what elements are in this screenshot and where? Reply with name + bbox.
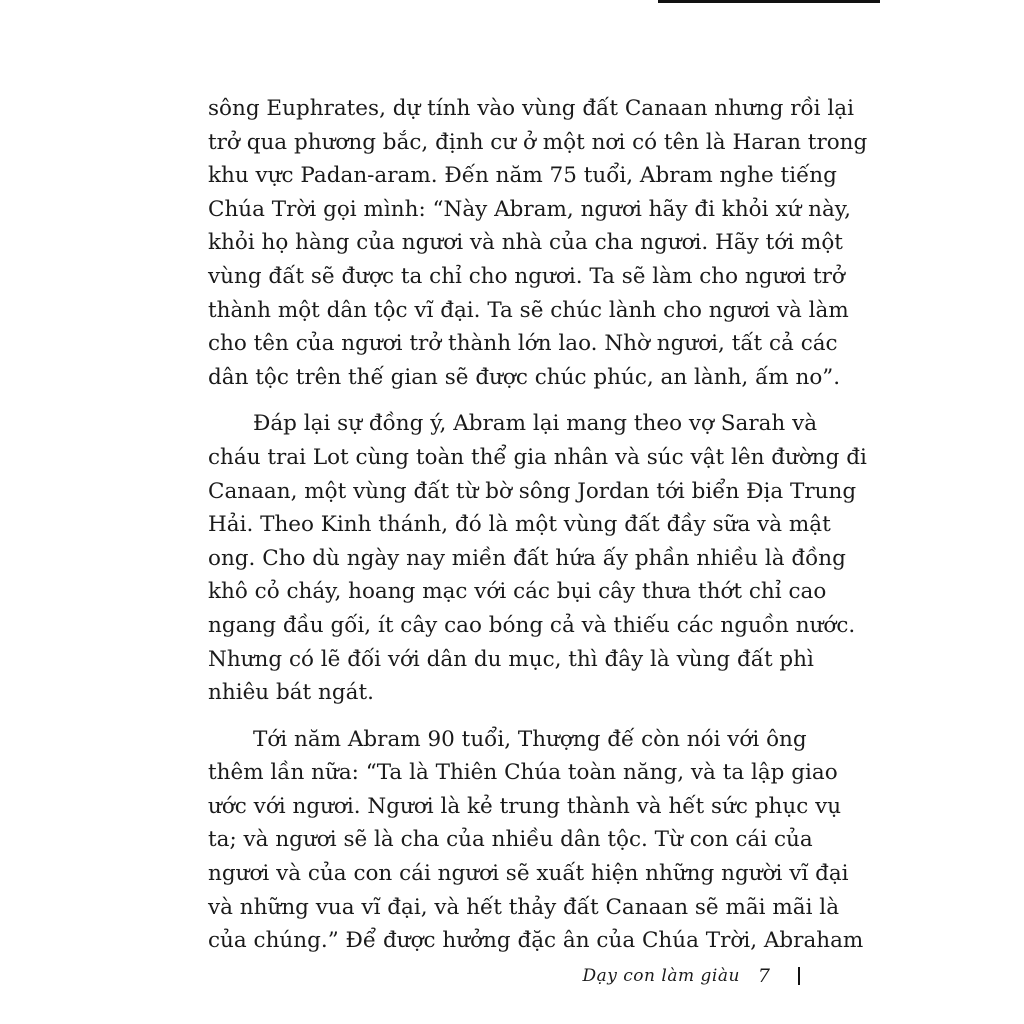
- text-line: khỏi họ hàng của ngươi và nhà của cha ngươi. Hãy tới một: [208, 230, 843, 256]
- running-title: Dạy con làm giàu: [582, 966, 740, 986]
- text-line: ước với ngươi. Ngươi là kẻ trung thành và hết sức phục vụ: [208, 793, 842, 819]
- text-line: vùng đất sẽ được ta chỉ cho ngươi. Ta sẽ làm cho ngươi trở: [208, 263, 845, 289]
- text-line: khô cỏ cháy, hoang mạc với các bụi cây thưa thớt chỉ cao: [208, 579, 827, 605]
- page-footer: [583, 965, 800, 987]
- text-line: Hải. Theo Kinh thánh, đó là một vùng đất đầy sữa và mật: [208, 512, 831, 538]
- text-line: ta; và ngươi sẽ là cha của nhiều dân tộc. Từ con cái của: [208, 827, 813, 853]
- text-line: Chúa Trời gọi mình: “Này Abram, ngươi hãy đi khỏi xứ này,: [208, 196, 851, 222]
- text-line: Canaan, một vùng đất từ bờ sông Jordan tới biển Địa Trung: [208, 478, 857, 504]
- paragraph: [208, 92, 868, 394]
- paragraph: [208, 407, 867, 709]
- text-line: nhiêu bát ngát.: [208, 680, 374, 706]
- text-line: ngươi và của con cái ngươi sẽ xuất hiện những người vĩ đại: [208, 861, 849, 887]
- text-line: dân tộc trên thế gian sẽ được chúc phúc, an lành, ấm no”.: [208, 364, 841, 390]
- text-line: sông Euphrates, dự tính vào vùng đất Canaan nhưng rồi lại: [208, 96, 854, 121]
- text-line: thêm lần nữa: “Ta là Thiên Chúa toàn năng, và ta lập giao: [208, 760, 838, 786]
- footer-divider: [798, 967, 800, 985]
- text-line: khu vực Padan-aram. Đến năm 75 tuổi, Abram nghe tiếng: [208, 163, 837, 189]
- text-line: và những vua vĩ đại, và hết thảy đất Canaan sẽ mãi mãi là: [208, 894, 840, 920]
- text-line: Nhưng có lẽ đối với dân du mục, thì đây là vùng đất phì: [208, 646, 814, 672]
- paragraph-spacer: [208, 394, 800, 407]
- paragraph-spacer: [208, 710, 800, 723]
- text-line: của chúng.” Để được hưởng đặc ân của Chúa Trời, Abraham: [208, 928, 864, 954]
- text-line: cháu trai Lot cùng toàn thể gia nhân và súc vật lên đường đi: [208, 444, 867, 470]
- text-line: trở qua phương bắc, định cư ở một nơi có tên là Haran trong: [208, 129, 868, 155]
- text-line: thành một dân tộc vĩ đại. Ta sẽ chúc lành cho ngươi và làm: [208, 297, 849, 323]
- text-line: Tới năm Abram 90 tuổi, Thượng đế còn nói với ông: [253, 726, 807, 752]
- text-line: ngang đầu gối, ít cây cao bóng cả và thiếu các nguồn nước.: [208, 612, 856, 638]
- paragraph: [208, 723, 864, 958]
- text-line: ong. Cho dù ngày nay miền đất hứa ấy phần nhiều là đồng: [208, 545, 846, 571]
- text-line: cho tên của ngươi trở thành lớn lao. Nhờ ngươi, tất cả các: [208, 331, 838, 357]
- page-body: [208, 92, 868, 958]
- text-line: Đáp lại sự đồng ý, Abram lại mang theo vợ Sarah và: [253, 411, 818, 437]
- page-number: 7: [757, 965, 770, 987]
- top-rule: [658, 0, 880, 3]
